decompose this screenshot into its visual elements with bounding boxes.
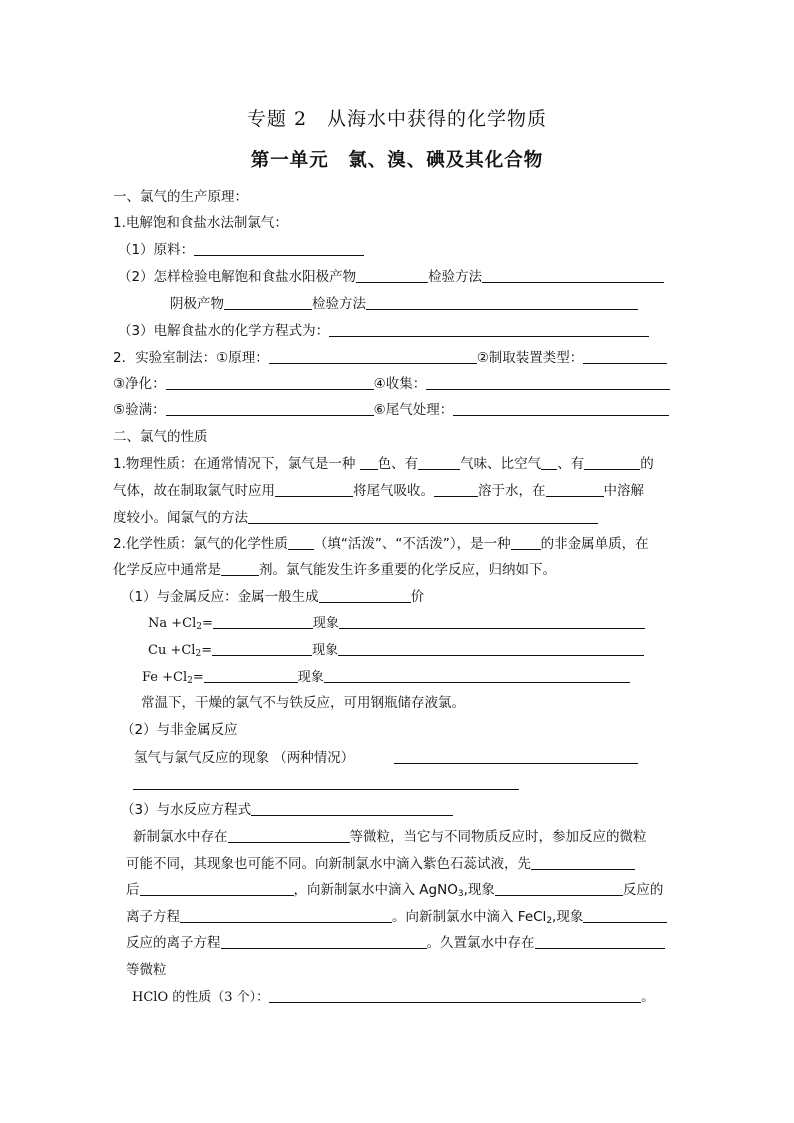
text: 离子方程	[126, 909, 180, 925]
chemical-row2	[113, 560, 556, 580]
equation-row	[118, 321, 649, 341]
method-label: 检验方法	[312, 296, 366, 312]
text: 现象	[312, 616, 339, 631]
section1-heading: 一、氯气的生产原理：	[113, 189, 248, 205]
answer-blank[interactable]	[394, 748, 638, 764]
text: 度较小。闻氯气的方法	[113, 510, 248, 526]
chemical-row1	[113, 534, 649, 554]
text: 氢气与氯气反应的现象 （两种情况）	[134, 750, 355, 766]
answer-blank[interactable]	[535, 933, 665, 949]
text: 。向新制氯水中滴入 FeCl	[392, 909, 547, 925]
collect-label: ④收集：	[373, 376, 427, 392]
answer-blank[interactable]	[224, 294, 312, 310]
hydrogen-reaction-row	[134, 748, 638, 768]
text: 、有	[557, 456, 585, 472]
anode-label: （2）怎样检验电解饱和食盐水阳极产物	[118, 269, 357, 285]
metal-reaction-row	[121, 587, 424, 607]
text: 后	[126, 882, 140, 898]
answer-blank[interactable]	[221, 933, 427, 949]
text: 中溶解	[603, 483, 644, 499]
text: =	[201, 643, 213, 658]
answer-blank[interactable]	[180, 907, 392, 923]
iron-note: 常温下，干燥的氯气不与铁反应，可用钢瓶储存液氯。	[141, 695, 465, 711]
answer-blank[interactable]	[583, 907, 667, 923]
page-title: 专题 2 从海水中获得的化学物质	[246, 108, 548, 130]
check-label: ⑤验满：	[113, 402, 166, 418]
answer-blank[interactable]	[269, 348, 477, 364]
water-reaction-row	[121, 800, 453, 820]
hclo-row	[132, 987, 655, 1008]
subscript: 2	[196, 622, 202, 632]
fe-reaction-row	[142, 667, 630, 688]
chlorine-water-row5	[126, 933, 665, 953]
formula: Cu +Cl	[148, 643, 196, 658]
section1-item1: 1.电解饱和食盐水法制氯气：	[113, 215, 288, 231]
answer-blank[interactable]	[140, 880, 294, 896]
text: 色、有	[377, 456, 419, 472]
answer-blank[interactable]	[275, 481, 353, 497]
section2-heading: 二、氯气的性质	[113, 429, 208, 445]
answer-blank[interactable]	[204, 667, 298, 683]
raw-material-row	[118, 240, 364, 260]
answer-blank[interactable]	[166, 400, 374, 416]
answer-blank[interactable]	[338, 640, 644, 656]
cathode-label: 阴极产物	[170, 296, 224, 312]
subscript: 2	[546, 916, 553, 926]
answer-blank[interactable]	[584, 454, 640, 470]
subscript: 2	[187, 676, 193, 686]
lab-principle-label: 2．实验室制法：①原理：	[113, 350, 269, 366]
answer-blank[interactable]	[248, 508, 598, 524]
text: 剂。氯气能发生许多重要的化学反应，归纳如下。	[259, 562, 556, 578]
answer-blank[interactable]	[546, 481, 604, 497]
formula: Fe +Cl	[142, 670, 188, 685]
cu-reaction-row	[148, 640, 644, 661]
text: 反应的	[622, 882, 664, 898]
chlorine-water-row1	[133, 827, 647, 847]
check-tail-row	[113, 400, 669, 420]
answer-blank[interactable]	[288, 534, 314, 550]
answer-blank[interactable]	[194, 240, 364, 256]
tail-gas-label: ⑥尾气处理：	[373, 402, 454, 418]
answer-blank[interactable]	[366, 294, 638, 310]
text: 溶于水，在	[478, 483, 546, 499]
answer-blank[interactable]	[583, 348, 667, 364]
chlorine-water-row2	[126, 854, 635, 874]
answer-blank[interactable]	[166, 374, 374, 390]
subscript: 2	[195, 649, 202, 659]
text: 。	[641, 989, 655, 1005]
answer-blank[interactable]	[418, 454, 460, 470]
text: =	[202, 616, 213, 631]
na-reaction-row	[148, 613, 645, 634]
cathode-product-row	[170, 294, 638, 314]
physical-row2	[113, 481, 644, 501]
answer-blank[interactable]	[212, 640, 312, 656]
physical-row1	[113, 454, 654, 474]
raw-material-label: （1）原料：	[118, 242, 195, 258]
answer-blank[interactable]	[434, 481, 478, 497]
answer-blank[interactable]	[319, 587, 411, 603]
answer-blank[interactable]	[221, 560, 259, 576]
answer-blank[interactable]	[360, 454, 378, 470]
answer-blank[interactable]	[531, 854, 635, 870]
text: 1.物理性质：在通常情况下，氯气是一种	[113, 456, 356, 472]
answer-blank[interactable]	[453, 400, 669, 416]
nonmetal-heading: （2）与非金属反应	[121, 722, 238, 738]
answer-blank[interactable]	[339, 613, 645, 629]
chlorine-water-row4	[126, 907, 667, 927]
chlorine-water-row3	[126, 880, 663, 900]
text: 等微粒，当它与不同物质反应时，参加反应的微粒	[349, 829, 647, 845]
answer-blank[interactable]	[324, 667, 630, 683]
subscript: 3	[457, 889, 464, 899]
method-label: 检验方法	[428, 269, 483, 285]
text: HClO 的性质（3 个）：	[132, 990, 270, 1005]
text: =	[192, 670, 204, 685]
answer-blank[interactable]	[482, 267, 664, 283]
text: 的	[640, 456, 654, 472]
answer-blank[interactable]	[251, 800, 453, 816]
answer-blank[interactable]	[228, 827, 350, 843]
text: 2.化学性质：氯气的化学性质	[113, 536, 288, 552]
text: 。久置氯水中存在	[426, 935, 535, 951]
text: ,现象	[463, 882, 495, 898]
text: 化学反应中通常是	[113, 562, 221, 578]
text: 的非金属单质，在	[540, 536, 649, 552]
answer-blank[interactable]	[329, 321, 649, 337]
purify-label: ③净化：	[113, 376, 166, 392]
text: 将尾气吸收。	[353, 483, 434, 499]
unit-title: 第一单元 氯、溴、碘及其化合物	[250, 150, 544, 171]
answer-blank[interactable]	[269, 987, 641, 1003]
text: （填“活泼”、“不活泼”），是一种	[313, 536, 511, 552]
answer-blank[interactable]	[511, 534, 541, 550]
purify-collect-row	[113, 374, 670, 394]
text: 现象	[312, 643, 339, 658]
text: 气体，故在制取氯气时应用	[113, 483, 275, 499]
anode-product-row	[118, 267, 664, 287]
text: 价	[410, 589, 425, 605]
answer-blank[interactable]	[356, 267, 428, 283]
text: 反应的离子方程	[126, 935, 221, 951]
text: 新制氯水中存在	[133, 829, 228, 845]
physical-row3	[113, 508, 598, 528]
text: （3）与水反应方程式	[121, 802, 252, 818]
lab-method-row	[113, 348, 667, 368]
text: ,现象	[552, 909, 584, 925]
answer-blank[interactable]	[541, 454, 557, 470]
chlorine-water-row6: 等微粒	[126, 962, 167, 978]
text: （1）与金属反应：金属一般生成	[121, 589, 319, 605]
answer-blank[interactable]	[495, 880, 623, 896]
hydrogen-reaction-row2	[133, 774, 519, 794]
answer-blank[interactable]	[426, 374, 670, 390]
answer-blank[interactable]	[133, 774, 519, 790]
answer-blank[interactable]	[213, 613, 313, 629]
equation-label: （3）电解食盐水的化学方程式为：	[118, 323, 330, 339]
formula: Na +Cl	[148, 616, 197, 631]
text: ，向新制氯水中滴入 AgNO	[293, 882, 458, 898]
text: 现象	[297, 670, 324, 685]
text: 气味、比空气	[460, 456, 542, 472]
text: 可能不同，其现象也可能不同。向新制氯水中滴入紫色石蕊试液，先	[126, 856, 531, 872]
apparatus-label: ②制取装置类型：	[476, 350, 584, 366]
